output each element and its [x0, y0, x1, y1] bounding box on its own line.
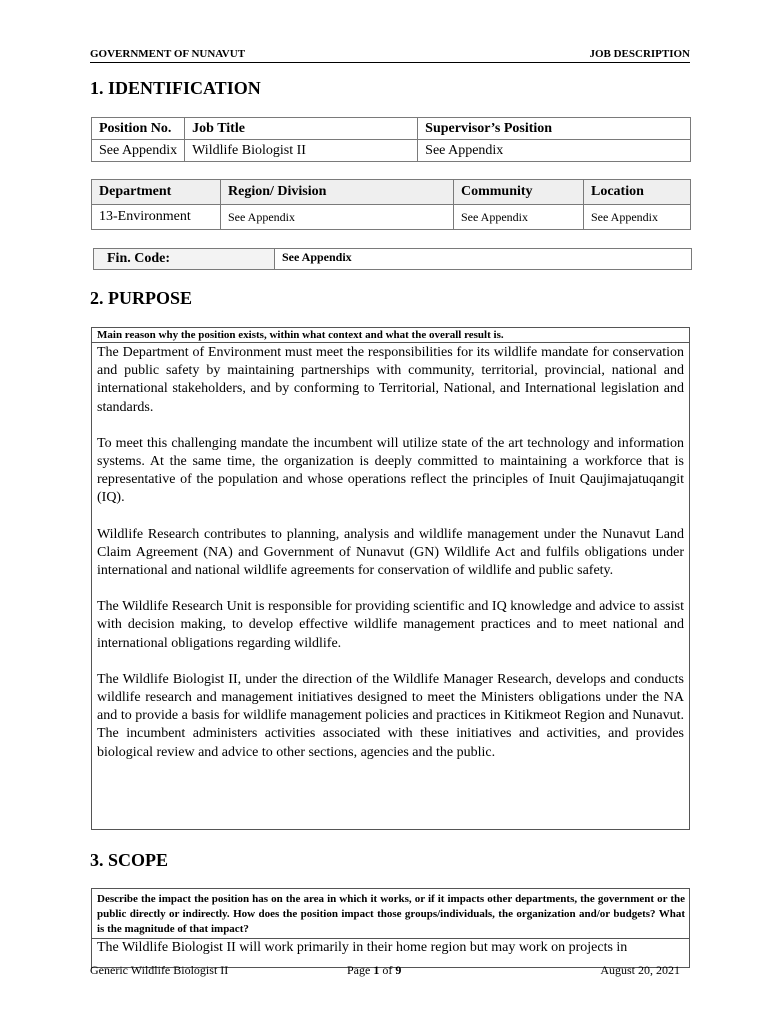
- position-no-value: See Appendix: [92, 140, 185, 162]
- community-value: See Appendix: [454, 205, 584, 230]
- footer-date: August 20, 2021: [600, 963, 680, 977]
- purpose-paragraph: The Department of Environment must meet the responsibilities for its wildlife mandate for conservation and public safety by maintaining partnerships with community, territorial, provincial, national and international stakeholders, and by conforming to Territorial, National, and International legislation and standards.: [97, 345, 684, 415]
- fin-code-box: [93, 248, 692, 270]
- page-of: of: [379, 963, 396, 977]
- footer-page-number: [347, 963, 401, 978]
- region-value: See Appendix: [221, 205, 454, 230]
- purpose-caption: Main reason why the position exists, within what context and what the overall result is.: [92, 328, 689, 343]
- header-doc-type: JOB DESCRIPTION: [589, 48, 690, 60]
- footer-doc-name: Generic Wildlife Biologist II: [90, 963, 229, 977]
- scope-heading: 3. SCOPE: [90, 850, 169, 870]
- purpose-paragraph: To meet this challenging mandate the incumbent will utilize state of the art technology and information systems. At the same time, the organization is deeply committed to maintaining a workforce that is representative of the population and whose operations reflect the principles of Inuit Qaujimajatuqangit (IQ).: [97, 435, 684, 506]
- community-label: Community: [454, 180, 584, 205]
- department-value: 13-Environment: [92, 205, 221, 230]
- page-footer: [90, 963, 690, 977]
- purpose-heading: 2. PURPOSE: [90, 288, 193, 308]
- job-title-label: Job Title: [185, 118, 418, 140]
- scope-caption: Describe the impact the position has on the area in which it works, or if it impacts other departments, the government or the public directly or indirectly. How does the position impact those groups/individuals, the organization and/or budgets? What is the magnitude of that impact?: [92, 889, 689, 939]
- identification-table-2: [91, 179, 691, 230]
- region-label: Region/ Division: [221, 180, 454, 205]
- scope-text: The Wildlife Biologist II will work primarily in their home region but may work on projects in: [97, 940, 628, 955]
- location-label: Location: [584, 180, 691, 205]
- purpose-paragraph: The Wildlife Biologist II, under the direction of the Wildlife Manager Research, develops and conducts wildlife research and management initiatives designed to meet the Ministers obligations under the NA and to provide a basis for wildlife management policies and practices in Kitikmeot Region and Nunavut. The incumbent administers activities associated with these initiatives and activities, and provides biological review and advice to other sections, agencies and the public.: [97, 671, 684, 760]
- page-total: 9: [395, 963, 402, 977]
- location-value: See Appendix: [584, 205, 691, 230]
- page-current: 1: [373, 963, 380, 977]
- supervisor-label: Supervisor’s Position: [418, 118, 691, 140]
- scope-box: [91, 888, 690, 968]
- fin-code-value: See Appendix: [274, 249, 691, 269]
- job-title-value: Wildlife Biologist II: [185, 140, 418, 162]
- purpose-paragraph: The Wildlife Research Unit is responsible for providing scientific and IQ knowledge and advice to assist with decision making, to develop effective wildlife management practices and to meet national and international obligations regarding wildlife.: [97, 599, 684, 651]
- identification-table-1: [91, 117, 691, 162]
- page-prefix: Page: [347, 963, 374, 977]
- purpose-paragraph: Wildlife Research contributes to planning, analysis and wildlife management under the Nunavut Land Claim Agreement (NA) and Government of Nunavut (GN) Wildlife Act and fulfils obligations under international and national wildlife agreements for conservation of wildlife and public safety.: [97, 526, 684, 579]
- identification-heading: 1. IDENTIFICATION: [90, 78, 261, 98]
- supervisor-value: See Appendix: [418, 140, 691, 162]
- page-header: [90, 48, 690, 63]
- purpose-box: [91, 327, 690, 830]
- header-org: GOVERNMENT OF NUNAVUT: [90, 48, 246, 60]
- fin-code-label: Fin. Code:: [107, 251, 170, 266]
- purpose-body: [92, 343, 689, 762]
- department-label: Department: [92, 180, 221, 205]
- position-no-label: Position No.: [92, 118, 185, 140]
